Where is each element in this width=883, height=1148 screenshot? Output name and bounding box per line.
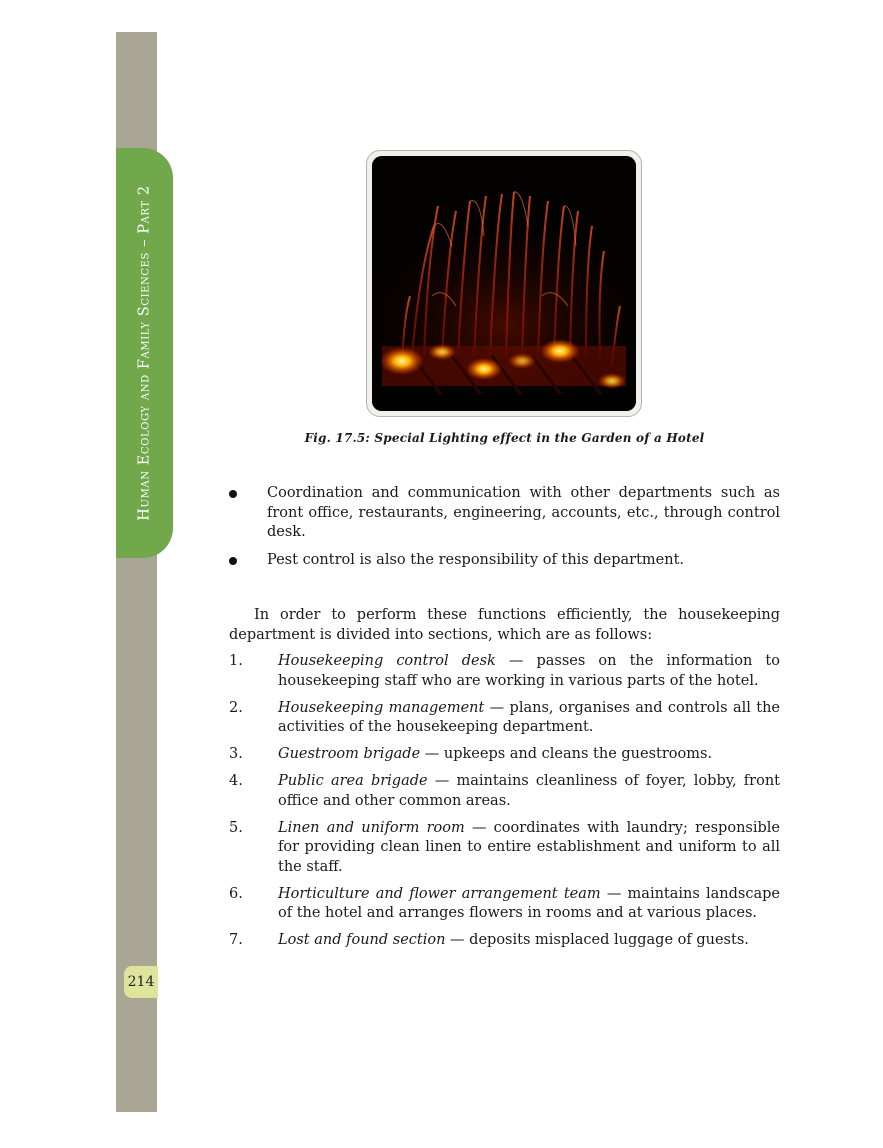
section-description: — maintains cleanliness of foyer, lobby, front office and other common areas. bbox=[278, 773, 780, 809]
fountain-photo bbox=[372, 156, 636, 411]
section-number: 2. bbox=[229, 699, 243, 716]
section-description: — upkeeps and cleans the guestrooms. bbox=[420, 746, 713, 762]
section-number: 4. bbox=[229, 773, 243, 789]
section-item bbox=[229, 819, 780, 878]
bullet-item bbox=[229, 484, 780, 543]
section-number: 1. bbox=[229, 653, 243, 669]
section-description: — maintains landscape of the hotel and arranges flowers in rooms and at various places. bbox=[278, 885, 781, 921]
bullet-item bbox=[229, 551, 780, 571]
page-number: 214 bbox=[124, 966, 158, 998]
figure-frame bbox=[366, 150, 642, 417]
section-item bbox=[229, 885, 780, 924]
section-term: Lost and found section bbox=[278, 932, 446, 948]
section-term: Guestroom brigade bbox=[278, 746, 421, 762]
figure-caption: Fig. 17.5: Special Lighting effect in the Garden of a Hotel bbox=[304, 431, 705, 445]
section-term: Housekeeping management bbox=[278, 699, 485, 716]
fountain-illustration bbox=[372, 156, 636, 411]
section-list bbox=[229, 652, 780, 958]
section-term: Linen and uniform room bbox=[278, 819, 465, 836]
section-description: — coordinates with laundry; responsible for providing clean linen to entire establishment and uniform to all the staff. bbox=[278, 819, 780, 875]
intro-paragraph: In order to perform these functions efficiently, the housekeeping department is divided into sections, which are as follows: bbox=[229, 607, 780, 643]
bullet-list bbox=[229, 484, 780, 578]
section-term: Horticulture and flower arrangement team bbox=[278, 885, 601, 902]
bullet-dot bbox=[229, 490, 237, 498]
section-item bbox=[229, 652, 780, 691]
section-number: 5. bbox=[229, 819, 243, 836]
bullet-text: Coordination and communication with other departments such as front office, restaurants, engineering, accounts, etc., through control desk. bbox=[267, 485, 780, 540]
section-description: — passes on the information to housekeeping staff who are working in various parts of the hotel. bbox=[278, 653, 780, 689]
chapter-tab-label: Human Ecology and Family Sciences – Part 2 bbox=[136, 185, 153, 521]
section-description: — plans, organises and controls all the activities of the housekeeping department. bbox=[278, 699, 780, 735]
section-item bbox=[229, 745, 780, 765]
section-item bbox=[229, 699, 780, 738]
chapter-tab-label-wrap bbox=[116, 148, 173, 558]
section-term: Housekeeping control desk bbox=[278, 653, 496, 669]
section-number: 3. bbox=[229, 746, 243, 762]
section-number: 7. bbox=[229, 932, 243, 948]
bullet-dot bbox=[229, 557, 237, 565]
section-description: — deposits misplaced luggage of guests. bbox=[445, 932, 749, 948]
section-item bbox=[229, 931, 780, 951]
section-item bbox=[229, 772, 780, 811]
section-number: 6. bbox=[229, 885, 243, 902]
section-term: Public area brigade bbox=[278, 773, 428, 789]
bullet-text: Pest control is also the responsibility of this department. bbox=[267, 551, 685, 568]
